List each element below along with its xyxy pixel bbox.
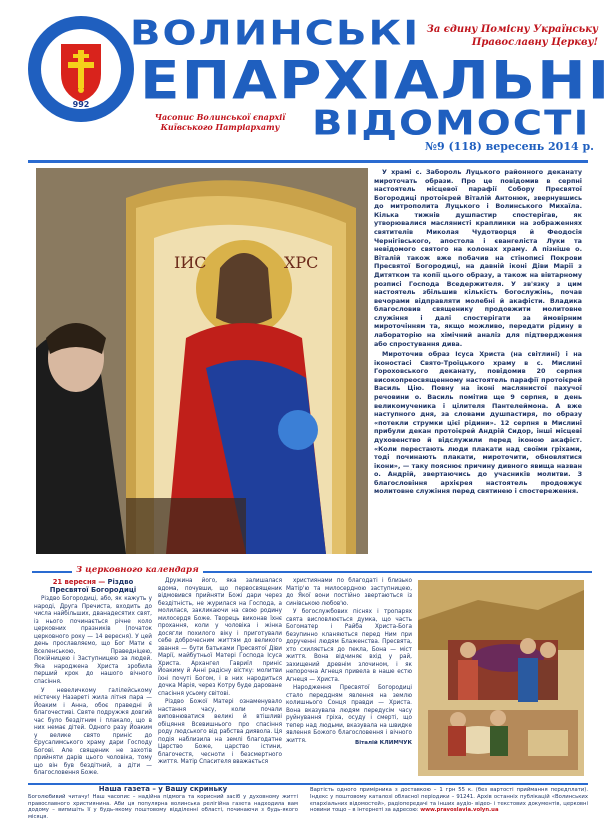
calendar-paragraph: християнами по благодаті і близько Матір'ю та милосердною заступницею, до Якої вони постійно звертаються із синівською любов'ю. [286,578,412,607]
masthead-tagline: За єдину Помісну Українську Православну Церкву! [426,24,598,48]
calendar-paragraph: Дружина його, яка залишалася вдома, почувши, що первосвященик відмовився прийняти Божі дари через бездітність, не журилася на Господа, а молилася, закликаючи на свою родину милосердя Боже. Творець виконав їхнє прохання, коли у чоловіка і жінка досягли похилого віку і приготували себе доброчесним життям до великого звання — бути батьками Пресвятої Діви Марії, майбутньої Матері Господа Ісуса Христа. Архангел Гавриїл приніс Йоакиму й Анні радісну вістку: молитви їхні почуті Богом, і в них народиться дочка Марія, через Котру буде дароване спасіння усьому світові. [158,578,282,697]
nativity-of-theotokos-icon-image [418,580,584,776]
footer-right-body: Вартість одного примірника з доставкою – 1 грн 55 к. (без вартості приймання передплати). Індекс у поштовому каталозі обласної періодики – 91241. Архів останніх публікацій «Волинських єпархіальних відомостей», радіопередачі та інших аудіо- відео- і текстових документів, церковні новини тощо – в інтернеті за адресою: [310,787,588,814]
masthead [0,0,611,168]
calendar-headline: 21 вересня — Різдво Пресвятої Богородиці [49,578,137,595]
svg-text:ІИС: ІИС [174,253,207,272]
footer-heading: Наша газета – у Вашу скриньку [98,785,228,793]
calendar-column-2 [158,578,282,766]
lead-paragraph: У храмі с. Забороль Луцького районного деканату мироточать образи. Про це повідомив в серпні настоятель місцевої парафії Собору Пресвятої Богородиці протоієрей Віталій Антонюк, звернувшись до митрополита Луцького і Волинського Михаїла. Кілька тижнів душпастир спостерігав, як утворювалися маслянисті краплинки на зображеннях святителів Миколая Чудотворця й Феодосія Чернігівського, апостола і євангеліста Луки та невідомого святого на колонах храму. А пізніше о. Віталій також вже побачив на стінописі Покрови Пресвятої Богородиці, на давній іконі Діви Марії з Дитятком та копії цього образу, а також на вівтарному розписі Господа Вседержителя. У зв'язку з цим настоятель збільшив кількість богослужінь, почав вечорами відправляти молебні й акафісти. Владика благословив священику продовжити молитовне служіння і далі спостерігати за ймовірним мироточінням та, якщо можливо, передати рідину в лабораторію на хімічний аналіз для підтвердження або спростування дива. [374,168,582,348]
headline-title: Різдво Пресвятої Богородиці [49,578,137,595]
masthead-title-line3: ВІДОМОСТІ [312,104,591,144]
lead-paragraph: Мироточив образ Ісуса Христа (на світлині) і на іконостасі Свято-Троїцького храму в с. Мислині Гороховського деканату, повідомив 20 серпня високопреосвященному настоятель парафії протоієрей Василь Цію. Повну на іконі маслянистої пахучої речовини о. Василь помітив ще 9 серпня, в день великомученика і цілителя Пантелеймона. А вже наступного дня, за словами душпастиря, по образу «потекли струмки цієї рідини». 12 серпня в Мислині прибули декан протоієрей Андрій Сидор, інші місцеві духовенство й відслужили перед іконою акафіст. «Коли перестають люди плакати над своїми гріхами, тоді починають плакати, мироточити, обновлятися ікони», — таку пояснює причину дивного явища назван о. Андрій, звертаючись до учасників молитви. З благословіння архієрея настоятель продовжує молитовне служіння перед святинею і спостереження. [374,350,582,496]
headline-date: 21 вересня [52,578,97,586]
masthead-rule [28,160,588,163]
masthead-title-line1: ВОЛИНСЬКІ [130,14,421,54]
subscription-footer [28,785,588,820]
seal-year: 992 [72,100,90,109]
calendar-paragraph: Народження Пресвятої Богородиці стало переддням явлення на землю колишнього Сонця правди — Христа. Вона вказувала людям передусім часу руйнування гріха, осуду і смерті, що тепер над людьми, вказувала на швидке явлення Божого благословення і вічного життя. [286,685,412,744]
icon-of-christ-photo [36,168,368,554]
article-author: Віталій КЛИМЧУК [355,740,412,746]
issue-number: №9 (118) вересень 2014 р. [425,140,594,153]
lead-article [374,168,582,560]
footer-left-text: Боголюбивий читачу! Наш часопис – надійна підмога та корисний засіб у духовному житті православного християнина. Аби ця популярна волинська релігійна газета надходила вам додому – випишіть її у будь-якому поштовому відділенні області, починаючи з будь-якого місяця. [28,794,298,820]
calendar-section-header [32,565,332,578]
calendar-column-1 [34,578,152,777]
calendar-paragraph: У богослужбових піснях і тропарях свята висловлюється думка, що часть Богоматер і Райба Христа-Бога безупинно кланяються перед Ним при дорученні людям Блаженства. Пресвята, хто схиляється до пекла, Бона — міст життя. Вона відчиняє вхід у рай, захищений древнім злочином, і як непорочна Агнеця привела в наше естю Агнеця — Христа. [286,609,412,683]
calendar-paragraph: Різдво Богородиці, або, як кажуть у народі, Друга Пречиста, входить до числа найбільших, дванадесятих свят, із нього починається річне коло церковних празників (початок церковного року — 14 вересня). У цей день прославляємо, що Бог Мати є Вселенською, Праведніцею, Покійницею і Заступницею за людей. Яка народжена Христа зробила перший крок до нашого вічного спасіння. [34,596,152,685]
website-link[interactable]: www.pravoslavia.volyn.ua [420,807,499,814]
footer-right-text [310,787,588,814]
calendar-paragraph: У невеличкому галілейському містечку Назареті жила літня пара — Йоаким і Анна, обоє праведні й благочестиві. Святе подружжя довгий час було бездітним і плакало, що в них немає дітей. Одного разу Йоаким у велике свято приніс до Єрусалимського храму дари Господу Богові. Але священик не захотів прийняти дарів цього чоловіка, тому що він був бездітний, а діти — благословення Боже. [34,687,152,777]
svg-text:ХРС: ХРС [284,253,319,272]
masthead-title-line2: ЕПАРХІАЛЬНІ [140,50,611,112]
masthead-subtitle: Часопис Волинської єпархії Київського Патріархату [154,112,286,132]
calendar-paragraph: Різдво Божої Матері ознаменувало настання часу, коли почали виповнюватися великі й втішливі обіцяння Всевишнього про спасіння роду людського від рабства диявола. Ця подія наблизила на землі благодатне Царство Боже, царство істини, благочестя, чесноти і безсмертного життя. Матір Спасителя вважається [158,699,282,766]
calendar-section-title: З церковного календаря [72,565,203,575]
